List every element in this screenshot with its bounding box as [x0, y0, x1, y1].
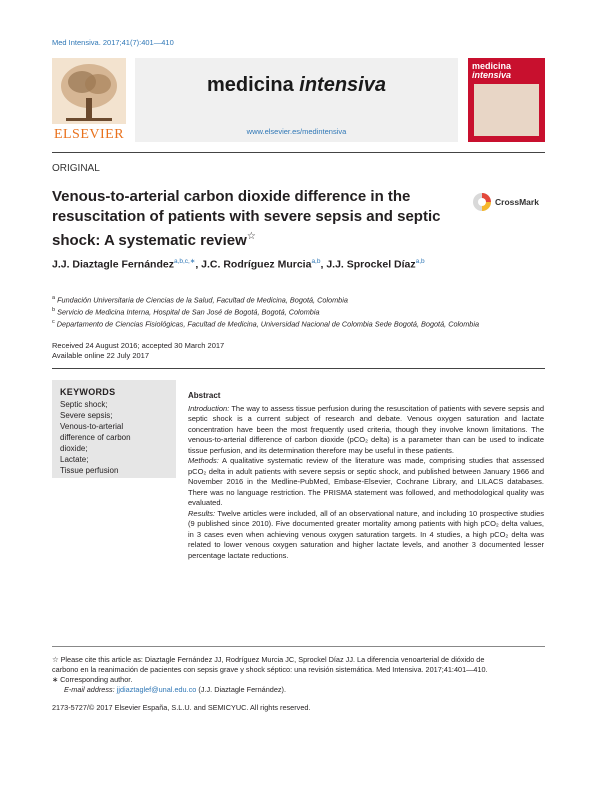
affiliation-text: Departamento de Ciencias Fisiológicas, Facultad de Medicina, Universidad Nacional de Colombia Sede Bogotá, Bogotá, Colombia	[56, 319, 480, 329]
cover-title	[472, 62, 511, 80]
author-affil-sup[interactable]: a,b,c,∗	[173, 258, 196, 265]
email-label: E-mail address:	[64, 685, 115, 694]
abstract-methods-label: Methods:	[188, 456, 219, 465]
citation-footnote-line1: ☆ Please cite this article as: Diaztagle Fernández JJ, Rodríguez Murcia JC, Sprockel Díaz JJ. La diferencia venoarterial de dióxido de	[52, 655, 485, 664]
author-affil-sup[interactable]: a,b	[311, 258, 321, 265]
crossmark-icon	[472, 192, 492, 212]
journal-title	[135, 74, 458, 97]
abstract-results-label: Results:	[188, 508, 216, 518]
cover-title-line1: medicina	[472, 61, 512, 71]
copyright-notice: 2173-5727/© 2017 Elsevier España, S.L.U. and SEMICYUC. All rights reserved.	[52, 703, 311, 712]
section-label: ORIGINAL	[52, 163, 100, 174]
abstract-intro-label: Introduction:	[188, 403, 230, 413]
affiliation-sup: b	[52, 307, 56, 313]
keyword-item: Septic shock;	[60, 400, 108, 409]
author-name[interactable]: J.C. Rodríguez Murcia	[201, 258, 312, 271]
journal-url-link[interactable]: www.elsevier.es/medintensiva	[246, 127, 347, 136]
keyword-item: Severe sepsis;	[60, 411, 113, 420]
cover-image	[474, 84, 539, 136]
corresponding-author-note: ∗ Corresponding author.	[52, 675, 133, 684]
affiliation	[52, 307, 320, 316]
affiliation-sup: a	[52, 295, 56, 301]
email-note	[64, 685, 286, 695]
keyword-item: Lactate;	[60, 455, 89, 464]
dates-rule	[52, 368, 545, 369]
email-link[interactable]: jjdiaztaglef@unal.edu.co	[116, 685, 197, 694]
abstract-introduction	[188, 404, 544, 457]
author-name[interactable]: J.J. Diaztagle Fernández	[52, 258, 174, 271]
article-title-text: Venous-to-arterial carbon dioxide difference in the resuscitation of patients with severe sepsis and septic shock: A systematic review	[52, 188, 441, 249]
abstract-intro-text: The way to assess tissue perfusion during the resuscitation of patients with severe sepsis and septic shock is a current subject of research and debate. Venous oxygen saturation and lactate concentration have been the most frequently used criteria, though they involve known limitations. The venous-to-arterial difference of carbon dioxide (pCO₂ delta) is a parameter than can be used to indicate tissue perfusion, and its determination therefore may be useful in these patients.	[188, 403, 544, 455]
affiliation-text: Servicio de Medicina Interna, Hospital de San José de Bogotá, Bogotá, Colombia	[57, 307, 320, 317]
keyword-item: Venous-to-arterial	[60, 422, 124, 431]
header-rule	[52, 152, 545, 153]
footnote-rule	[52, 646, 545, 647]
article-title	[52, 187, 452, 251]
affiliation	[52, 319, 479, 328]
title-footnote-star[interactable]: ☆	[246, 231, 256, 242]
keyword-item: dioxide;	[60, 444, 88, 453]
author-separator: ,	[320, 258, 327, 271]
author-affil-sup[interactable]: a,b	[415, 258, 425, 265]
journal-title-regular: medicina	[207, 74, 300, 96]
author-name[interactable]: J.J. Sprockel Díaz	[326, 258, 416, 271]
affiliation	[52, 295, 348, 304]
keywords-heading: KEYWORDS	[60, 387, 116, 397]
crossmark-label: CrossMark	[495, 197, 539, 207]
elsevier-wordmark: ELSEVIER	[53, 127, 125, 142]
affiliation-sup: c	[52, 319, 55, 325]
email-owner: (J.J. Diaztagle Fernández).	[196, 685, 286, 694]
keyword-item: Tissue perfusion	[60, 466, 119, 475]
author-separator: ,	[195, 258, 202, 271]
online-date: Available online 22 July 2017	[52, 351, 150, 360]
abstract-methods-text: A qualitative systematic review of the literature was made, comprising studies that assessed pCO₂ delta in adult patients with severe sepsis or septic shock, and published between January 1966 and November 2016 in the Medline-PubMed, Embase-Elsevier, Cochrane Library, and LILACS databases. There was no language restriction. The PRISMA statement was followed, and methodological quality was evaluated.	[188, 456, 544, 507]
journal-citation[interactable]: Med Intensiva. 2017;41(7):401—410	[52, 38, 174, 47]
abstract	[188, 391, 544, 561]
crossmark-badge[interactable]	[472, 192, 544, 212]
citation-footnote-line2: carbono en la reanimación de pacientes con sepsis grave y shock séptico: una revisión sistemática. Med Intensiva. 2017;41:401—410.	[52, 665, 488, 674]
affiliation-text: Fundación Universitaria de Ciencias de la Salud, Facultad de Medicina, Bogotá, Colombia	[57, 295, 348, 305]
abstract-results-text: Twelve articles were included, all of an observational nature, and including 10 prospective studies (9 published since 2010). Five documented greater mortality among patients with high pCO₂ delta values, in 3 cases even when achieving venous oxygen saturation targets. In 4 studies, a high pCO₂ delta was related to lower venous oxygen saturation and higher lactate levels, and another 3 documented lesser percentage lactate reductions.	[188, 508, 544, 560]
abstract-methods	[188, 456, 544, 509]
journal-cover-thumbnail	[468, 58, 545, 142]
keyword-item: difference of carbon	[60, 433, 131, 442]
journal-title-italic: intensiva	[299, 74, 386, 96]
author-list	[52, 257, 545, 271]
abstract-heading: Abstract	[188, 391, 221, 400]
abstract-results	[188, 509, 544, 562]
cover-title-line2: intensiva	[472, 70, 512, 80]
received-date: Received 24 August 2016; accepted 30 March 2017	[52, 341, 225, 350]
